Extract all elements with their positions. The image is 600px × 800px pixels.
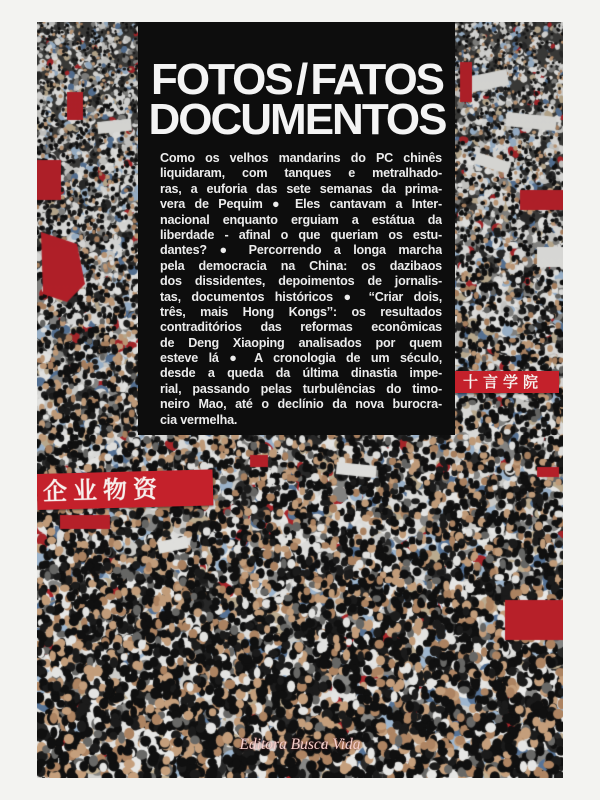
banner-text: 十言学院	[463, 373, 544, 391]
book-cover	[37, 22, 563, 778]
blurb-line: vera de Pequim ● Eles cantavam a Inter-	[160, 197, 442, 212]
banner-right	[455, 371, 559, 393]
blurb-line: dantes? ● Percorrendo a longa marcha	[160, 243, 442, 258]
blurb-line: ras, a euforia das sete semanas da prima-	[160, 181, 442, 196]
blurb-line: três, mais Hong Kongs’’: os resultados	[160, 304, 442, 319]
blurb-line: nacional enquanto erguiam a estátua da	[160, 212, 442, 227]
blurb	[160, 151, 442, 428]
blurb-line: contraditórios das reformas econômicas	[160, 320, 442, 335]
blurb-line: de Deng Xiaoping analisados por quem	[160, 335, 442, 350]
blurb-line: neiro Mao, até o declínio da nova burocra-	[160, 397, 442, 412]
blurb-line: tas, documentos históricos ● ‘‘Criar dois,	[160, 289, 442, 304]
blurb-line: rial, passando pelas turbulências do timo-	[160, 381, 442, 396]
blurb-line: liberdade - afinal o que queriam os estu-	[160, 227, 442, 242]
blurb-line: esteve lá ● A cronologia de um século,	[160, 351, 442, 366]
blurb-line: desde a queda da última dinastia impe-	[160, 366, 442, 381]
title-line-2: DOCUMENTOS	[148, 95, 446, 144]
title-line-1: FOTOS / FATOS	[150, 55, 444, 104]
title-box	[138, 22, 455, 435]
book-title	[146, 55, 448, 144]
blurb-line: Como os velhos mandarins do PC chinês	[160, 151, 442, 165]
banner-left	[37, 469, 213, 510]
blurb-line: dos dissidentes, depoimentos de jornalis-	[160, 274, 442, 289]
banner-text: 企业物资	[42, 474, 164, 506]
blurb-line: pela democracia na China: os dazibaos	[160, 258, 442, 273]
blurb-line: liquidaram, com tanques e metralhado-	[160, 166, 442, 181]
blurb-line: cia vermelha.	[160, 412, 238, 427]
publisher-name: Editora Busca Vida	[239, 736, 361, 753]
